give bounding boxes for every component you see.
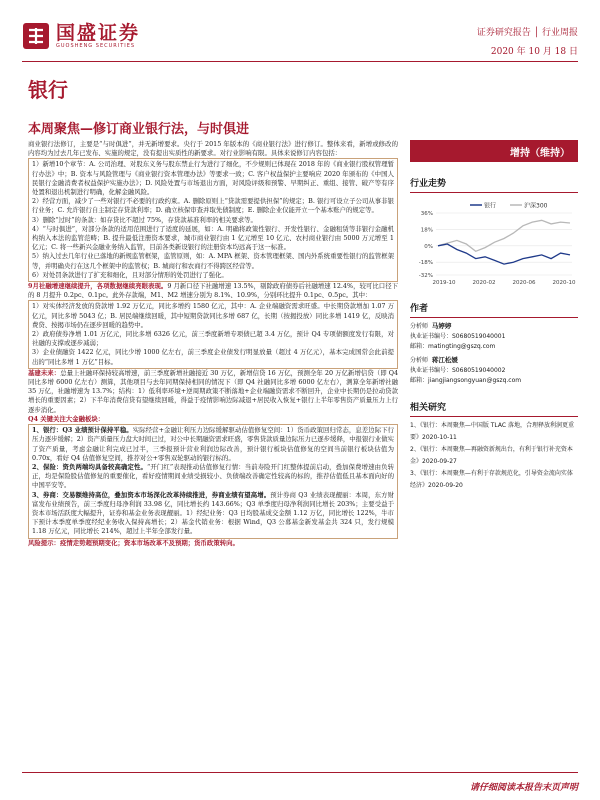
logo-name-en: GUOSHENG SECURITIES — [56, 43, 136, 49]
rating-badge: 增持（维持） — [410, 140, 578, 162]
series-hs300-line — [438, 220, 570, 251]
analyst-1-line: 分析师 马婷婷 — [410, 322, 452, 330]
y-tick-label: 36% — [420, 211, 433, 217]
x-tick-label: 2020-06 — [512, 280, 536, 286]
revision-item-6: 6）对处罚条款进行了扩充和细化，且对部分情形的处罚进行了强化。 — [32, 270, 228, 279]
legend-bank-label: 银行 — [484, 202, 497, 210]
analyst-list — [410, 321, 578, 386]
q4-bank: 1、银行：Q3 业绩预计保持平稳。实际经营+金融让利压力边际缓解驱动估值修复空间：1）货币政策回归常态，息差边际下行压力逐步缓解；2）资产质量压力盘大时间已过，对公中长期融资需求旺盛，零售贷款质量边际压力已逐步缓释，中报银行业做实了资产质量，考虑金融让利完成已过半，三季报预计营业利润边际改善，预计银行板块估值修复的空间当前银行板块估值为 0.70x，看好 Q4 估值修复空间，推荐对公+零售双轮驱动的银行标的。 — [32, 426, 395, 462]
revision-item-4: 4）“与时俱进”，对部分条款的适用范围进行了适度的延展，如：A. 明确将政策性银行、开发性银行、金融租赁等非银行金融机构纳入本法的监管范畴；B. 提升最低注册资本要求，城市商业银行由 1 亿元增至 10 亿元、农村商业银行由 5000 万元增至 1 亿元；C. 将一些新兴金融业务纳入监管，目前各类新设银行的注册资本均远高于这一标准。 — [32, 224, 394, 252]
revision-item-5: 5）纳入过去几年行业已落地的新规监管框架，监管原则，如：A. MPA 框架、资本管理框架、国内外系统重要性银行的监管框架等，并明确央行在这几个框架中的监管权；B. 城商行和农商行不得跨区经营等。 — [32, 252, 394, 270]
y-tick-label: -18% — [418, 260, 433, 267]
intro-paragraph: 商业银行法修订，主要是“与时俱进”，并无新增要求。央行于 2015 年版本的《商业银行法》进行修订。整体来看，新增或修改的内容均为过去几年已发布、实施的规定，没有提出实质性的新要求。对行业影响有限。具体来说修订内容包括： — [28, 140, 398, 158]
q4-box — [28, 424, 398, 538]
sf-item-2: 2）政府债券净增 1.01 万亿元，同比多增 6326 亿元，前三季度新增专项债已超 3.4 万亿，预计 Q4 专项债额度发行有限，对社融的支撑或逐步减弱； — [32, 330, 394, 348]
sidebar — [410, 140, 578, 492]
q4-heading: Q4 关键关注大金融板块： — [28, 414, 105, 423]
analyst-1-name: 马婷婷 — [431, 322, 452, 330]
footer-disclaimer: 请仔细阅读本报告末页声明 — [469, 783, 578, 793]
risk-warning: 风险提示：疫情走势超预期变化；资本市场改革不及预期；货币政策转向。 — [28, 538, 239, 547]
x-tick-label: 2020-10 — [552, 280, 576, 286]
sf-item-1: 1）对实体经济发放的贷款增 1.92 万亿元，同比多增约 1580 亿元，其中：A. 企业端融资需求旺盛。中长期贷款增加 1.07 万亿元，同比多增 5043 亿；B. 居民端继续回暖，其中短期贷款同比多增 687 亿，长期（按揭投放）同比多增 1419 亿，反映消费贷、按揭市场仍在逐步回暖的趋势中。 — [32, 302, 394, 329]
related-item-1[interactable]: 1、《银行：本周聚焦—中国版 TLAC 落地，合理释放利润更重要》2020-10-11 — [410, 422, 574, 441]
social-financing-box — [28, 300, 398, 368]
y-tick-label: 18% — [420, 227, 433, 234]
analyst-2-cert: 执业证书编号：S0680519040002 — [410, 367, 506, 374]
report-title: 本周聚焦—修订商业银行法，与时俱进 — [28, 122, 250, 137]
outlook-heading: 基建未来： — [28, 368, 61, 377]
report-date: 2020 年 10 月 18 日 — [490, 47, 578, 57]
page-header — [0, 0, 600, 62]
industry-name: 银行 — [28, 78, 68, 102]
social-financing-paragraph: 9月社融增速继续提升，各项数据继续亮眼表现。9 月新口径下社融增速 13.5%，剔除政府债券后社融增速 12.4%，较可比口径下的 8 月提升 0.2pc、0.1pc。此外存款端，M1、M2 增速分别为 8.1%、10.9%，分别环比提升 0.1pc、0.5pc。其中： — [28, 282, 398, 300]
related-section-title: 相关研究 — [410, 400, 578, 417]
trend-chart-svg — [410, 197, 578, 287]
related-item-3[interactable]: 3、《银行：本周聚焦—有利于存款规范化，引导资金流向实体经济》2020-09-20 — [410, 470, 573, 489]
author-section-title: 作者 — [410, 301, 578, 318]
analyst-2-email[interactable]: 邮箱：jiangjiangsongyuan@gszq.com — [410, 377, 522, 384]
page-footer — [0, 772, 600, 800]
analyst-2-name: 蒋江松媛 — [431, 356, 458, 364]
logo-mark-icon — [22, 22, 50, 50]
logo-name-cn: 国盛证券 — [56, 22, 141, 44]
q4-brokerage: 3、券商：交易额维持高位，叠加资本市场深化改革持续推进，券商业绩有望高增。预计券商 Q3 业绩表现靓丽：本周，东方财富发布业绩预告，前三季度归母净利润 33.98 亿，同比增长约 143.66%；Q3 单季度归母净利润同比增长 203%；主要受益于资本市场活跃度大幅提升，证券和基金业务表现靓丽。1）经纪业务：Q3 日均股基成交金额 1.12 万亿，同比增长 122%，牛市下预计本季度单季度经纪业务收入保持高增长；2）基金代销业务：根据 Wind，Q3 公募基金新发基金共 324 只，发行规模 1.18 万亿元，同比增长 214%，超过上半年全部发行量。 — [32, 490, 394, 536]
series-bank-line — [438, 244, 570, 264]
analyst-1-cert: 执业证书编号：S0680519040001 — [410, 333, 506, 340]
social-financing-heading: 9月社融增速继续提升，各项数据继续亮眼表现。 — [28, 282, 168, 291]
outlook-paragraph: 基建未来：总量上社融环保持较高增速，前三季度新增社融接近 30 万亿，新增信贷 16 万亿，预测全年 20 万亿新增信贷（即 Q4 同比多增 6000 亿左右）测算，其他项目与去年同期保持相同的情况下（即 Q4 社融同比多增 6000 亿左右），测算全年新增社融 35 万亿，社融增速为 13.7%；结构：1）低利率环境+逆周期政策不断落地+企业端融资需求不断回升，企业中长期仍是拉动贷款增长的重要因素；2）下半年消费信贷有望继续回暖，得益于疫情影响边际减退+居民收入恢复+银行上半年零售资产质量压力上行逐步消化。 — [28, 368, 399, 414]
analyst-1-email[interactable]: 邮箱：matingting@gszq.com — [410, 343, 496, 350]
x-tick-label: 2019-10 — [432, 280, 456, 286]
header-divider — [22, 61, 578, 62]
trend-chart — [410, 197, 578, 287]
q4-insurance: 2、保险：资负两端均具备较高确定性。“开门红”表现推动估值修复行情：当前寿险开门红整体提前启动，叠加保费增速由负转正，均是保险股估值修复的重要催化，看好疫情期间业绩受损较小、负债端改善确定性较高的标的，推荐估值低且基本面向好的中国平安等。 — [32, 462, 394, 490]
legend-hs300-label: 沪深300 — [524, 202, 548, 210]
related-item-2[interactable]: 2、《银行：本周聚焦—再融资新规出台，有利于银行补充资本金》2020-09-27 — [410, 446, 573, 465]
revision-box — [28, 158, 398, 282]
revision-item-2: 2）经营方面，减少了一些对银行不必要的行政约束。A. 删除原则上“贷款需要提供担保”的规定；B. 银行可设立子公司从事非银行业务；C. 允许银行自主制定存贷款利率；D. 确立核保审查并取先债制度；E. 删除企业仅能开立一个基本账户的规定等。 — [32, 197, 394, 215]
related-list — [410, 420, 578, 492]
y-tick-label: 0% — [424, 243, 433, 250]
trend-section-title: 行业走势 — [410, 176, 578, 193]
y-tick-label: -32% — [418, 273, 433, 279]
report-body — [28, 140, 398, 548]
company-logo — [22, 22, 140, 50]
report-type: 证券研究报告 │ 行业周报 — [476, 28, 578, 38]
footer-divider — [22, 772, 578, 773]
sf-item-3: 3）企业债融资 1422 亿元，同比少增 1000 亿左右，前三季度企业债发行明显放量（超过 4 万亿元），基本完成国常会此前提出的“同比多增 1 万亿”目标。 — [32, 348, 394, 366]
revision-item-3: 3）删除“过时”的条款：如存贷比不超过 75%，存贷款基准利率的相关要求等。 — [32, 215, 257, 224]
revision-item-1: 1）新增10个章节：A. 公司治理、对股东义务与股东禁止行为进行了细化，不少规则已体现在 2018 年的《商业银行股权管理暂行办法》中；B. 资本与风险管理与《商业银行资本管理办法》等要求一致；C. 客户权益保护主要响应 2020 年颁布的《中国人民银行金融消费者权益保护实施办法》；D. 风险处置与市场退出方面，对风险评级和预警、早期纠正、重组、接管、破产等有序处置和退出机制进行明确，化解金融风险。 — [32, 160, 394, 197]
x-tick-label: 2020-02 — [472, 280, 496, 286]
analyst-2-line: 分析师 蒋江松媛 — [410, 356, 458, 364]
